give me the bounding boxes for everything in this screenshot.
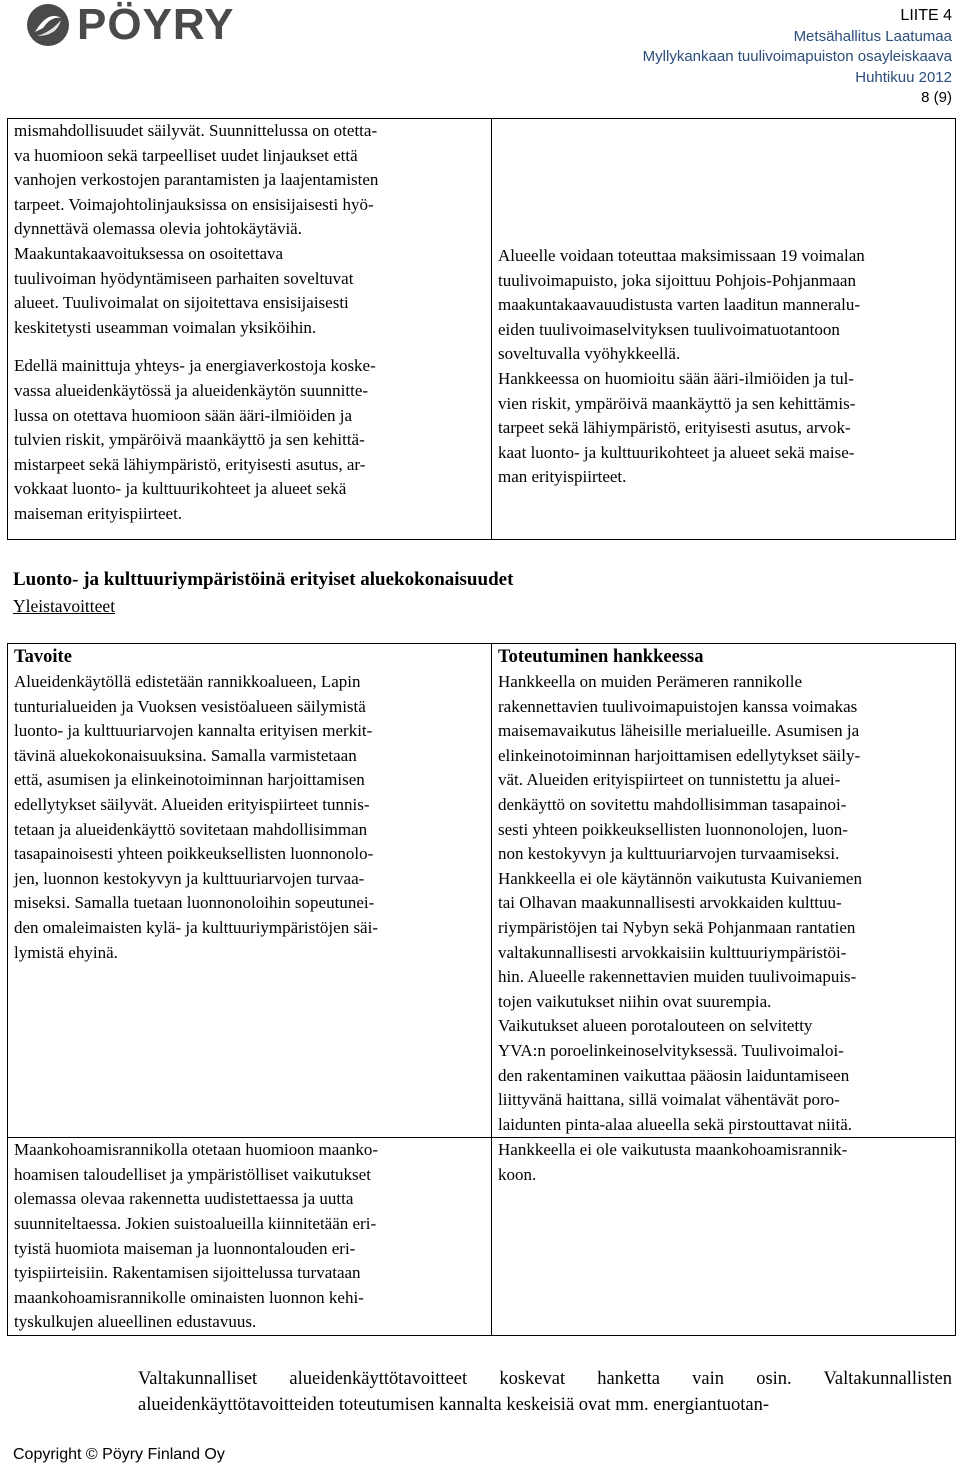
text-line: kaat luonto- ja kulttuurikohteet ja alueet sekä maise- (498, 442, 855, 462)
text-line: maakuntakaavauudistusta varten laaditun manneralu- (498, 295, 861, 315)
text-line: vassa alueidenkäytössä ja alueidenkäytön suunnitte- (14, 380, 369, 400)
text-line: vokkaat luonto- ja kulttuurikohteet ja alueet sekä (14, 479, 347, 499)
text-line: vät. Alueiden erityispiirteet on tunnistettu ja aluei- (498, 770, 841, 790)
text-line: Maakuntakaavoituksessa on osoitettava (14, 243, 284, 263)
text-line: rakennettavien tuulivoimapuistojen kanssa voimakas (498, 696, 858, 716)
implementation-cell-2 (492, 1138, 956, 1336)
implementation-cell-1 (492, 644, 956, 1138)
top-left-para-2 (14, 354, 485, 526)
text-line: tyistä huomiota maiseman ja luonnontalouden eri- (14, 1238, 356, 1258)
text-line: tojen vaikutukset niihin ovat suurempia. (498, 991, 772, 1011)
text-line: Vaikutukset alueen porotalouteen on selvitetty (498, 1016, 813, 1036)
text-line: tunturialueiden ja Vuoksen vesistöalueen säilymistä (14, 696, 366, 716)
text-line: YVA:n poroelinkeinoselvityksessä. Tuulivoimaloi- (498, 1040, 844, 1060)
text-line: vanhojen verkostojen parantamisten ja laajentamisten (14, 170, 379, 190)
text-line: keskitetysti useamman voimalan yksiköihin. (14, 317, 317, 337)
text-line: tulvien riskit, ympäröivä maankäyttö ja sen kehittä- (14, 430, 365, 450)
text-line: Maankohoamisrannikolla otetaan huomioon maanko- (14, 1140, 378, 1160)
text-line: lussa on otettava huomioon sään ääri-ilmiöiden ja (14, 405, 353, 425)
text-line: tarpeet sekä lähiympäristö, erityisesti asutus, arvok- (498, 418, 851, 438)
text-line: valtakunnallisesti arvokkaisiin kulttuuriympäristöi- (498, 942, 847, 962)
text-line: alueet. Tuulivoimalat on sijoitettava ensisijaisesti (14, 293, 349, 313)
text-line: miseksi. Samalla tuetaan luonnonoloihin sopeutunei- (14, 893, 375, 913)
text-line: maiseman erityispiirteet. (14, 503, 183, 523)
text-line: dynnettävä olemassa olevia johtokäytäviä. (14, 219, 302, 239)
text-line: Hankkeella ei ole käytännön vaikutusta Kuivaniemen (498, 868, 862, 888)
text-line: tai Olhavan maakunnallisesti arvokkaiden kulttuu- (498, 893, 842, 913)
text-line: den omaleimaisten kylä- ja kulttuuriympäristöjen säi- (14, 917, 378, 937)
text-line: vien riskit, ympäröivä maankäyttö ja sen kehittämis- (498, 393, 856, 413)
text-line: denkäyttö on sovitettu mahdollisimman tasapainoi- (498, 794, 847, 814)
text-line: että, asumisen ja elinkeinotoiminnan harjoittamisen (14, 770, 365, 790)
page-number: 8 (9) (921, 89, 952, 106)
text-line: edellytykset säilyvät. Alueiden erityispiirteet tunnis- (14, 794, 370, 814)
text-line: maankohoamisrannikolle ominaisten luonnon kehi- (14, 1287, 364, 1307)
text-line: tetaan ja alueidenkäyttö sovitetaan mahdollisimman (14, 819, 368, 839)
top-left-para-1 (14, 119, 485, 340)
text-line: tuulivoimapuisto, joka sijoittuu Pohjois-Pohjanmaan (498, 270, 856, 290)
text-line: tuulivoiman hyödyntämiseen parhaiten soveltuvat (14, 268, 354, 288)
top-right-cell (492, 119, 956, 540)
text-line: eiden tuulivoimaselvityksen tuulivoimatuotantoon (498, 319, 840, 339)
column-header-implementation: Toteutuminen hankkeessa (498, 647, 704, 667)
goal-cell-1 (8, 644, 492, 1138)
bottom-paragraph: Valtakunnalliset alueidenkäyttötavoitteet koskevat hanketta vain osin. Valtakunnallisten alueidenkäyttötavoitteiden toteutumisen kannalta keskeisiä ovat mm. energiantuotan- (138, 1369, 952, 1415)
text-line: hin. Alueelle rakennettavien muiden tuulivoimapuis- (498, 967, 857, 987)
text-line: olemassa olevaa rakennetta uudistettaessa ja uutta (14, 1189, 354, 1209)
goal-cell-2 (8, 1138, 492, 1336)
text-line: luonto- ja kulttuuriarvojen kannalta erityisen merkit- (14, 721, 373, 741)
text-line: sesti yhteen poikkeuksellisten luonnonolojen, luon- (498, 819, 848, 839)
text-line: den rakentaminen vaikuttaa pääosin laiduntamiseen (498, 1065, 850, 1085)
text-line: va huomioon sekä tarpeelliset uudet linjaukset että (14, 145, 358, 165)
text-line: maisemavaikutus läheisille merialueille. Asumisen ja (498, 721, 860, 741)
logo-wordmark: PÖYRY (77, 0, 235, 49)
text-line: riympäristöjen tai Nybyn sekä Pohjanmaan rantatien (498, 917, 856, 937)
text-line: koon. (498, 1164, 537, 1184)
client-name: Metsähallitus Laatumaa (793, 27, 952, 45)
text-line: Hankkeessa on huomioitu sään ääri-ilmiöiden ja tul- (498, 368, 854, 388)
top-right-para (498, 119, 949, 490)
text-line: Alueidenkäytöllä edistetään rannikkoalueen, Lapin (14, 672, 361, 691)
text-line: Alueelle voidaan toteuttaa maksimissaan 19 voimalan (498, 246, 865, 265)
copyright-footer: Copyright © Pöyry Finland Oy (13, 1446, 225, 1463)
document-date: Huhtikuu 2012 (855, 68, 952, 86)
text-line: tyispiirteisiin. Rakentamisen sijoittelussa turvataan (14, 1263, 361, 1283)
top-left-cell (8, 119, 492, 540)
text-line: soveltuvalla vyöhykkeellä. (498, 344, 681, 364)
text-line: Hankkeella on muiden Perämeren rannikolle (498, 672, 802, 691)
text-line: non kestokyvyn ja kulttuuriarvojen turvaamiseksi. (498, 844, 840, 864)
project-name: Myllykankaan tuulivoimapuiston osayleiskaava (642, 48, 952, 65)
text-line: mistarpeet sekä lähiympäristö, erityisesti asutus, ar- (14, 454, 366, 474)
top-table (7, 118, 956, 540)
column-header-goal: Tavoite (14, 647, 72, 667)
text-line: elinkeinotoiminnan harjoittamisen edellytykset säily- (498, 745, 861, 765)
text-line: Hankkeella ei ole vaikutusta maankohoamisrannik- (498, 1140, 848, 1160)
text-line: Edellä mainittuja yhteys- ja energiaverkostoja koske- (14, 356, 376, 376)
goals-table (7, 643, 956, 1336)
page-header (643, 6, 952, 109)
text-line: hoamisen taloudelliset ja ympäristölliset vaikutukset (14, 1164, 371, 1184)
poyry-logo-icon (25, 2, 71, 48)
text-line: tarpeet. Voimajohtolinjauksissa on ensisijaisesti hyö- (14, 194, 374, 214)
text-line: lymistä ehyinä. (14, 942, 118, 962)
section-title: Luonto- ja kulttuuriympäristöinä erityiset aluekokonaisuudet (13, 569, 514, 590)
annex-label: LIITE 4 (900, 7, 952, 24)
text-line: liittyvänä haittana, sillä voimalat vähentävät poro- (498, 1090, 840, 1110)
text-line: suunniteltaessa. Jokien suistoalueilla kiinnitetään eri- (14, 1214, 377, 1234)
poyry-logo (25, 2, 234, 48)
text-line: jen, luonnon kestokyvyn ja kulttuuriarvojen turvaa- (14, 868, 365, 888)
text-line: tasapainoisesti yhteen poikkeuksellisten luonnonolo- (14, 844, 374, 864)
text-line: tävinä aluekokonaisuuksina. Samalla varmistetaan (14, 745, 357, 765)
text-line: mismahdollisuudet säilyvät. Suunnittelussa on otetta- (14, 121, 378, 140)
text-line: man erityispiirteet. (498, 467, 627, 487)
text-line: tyskulkujen alueellinen edustavuus. (14, 1312, 257, 1332)
section-subtitle: Yleistavoitteet (13, 596, 116, 616)
text-line: laidunten pinta-alaa alueella sekä pirstouttavat niitä. (498, 1114, 853, 1134)
